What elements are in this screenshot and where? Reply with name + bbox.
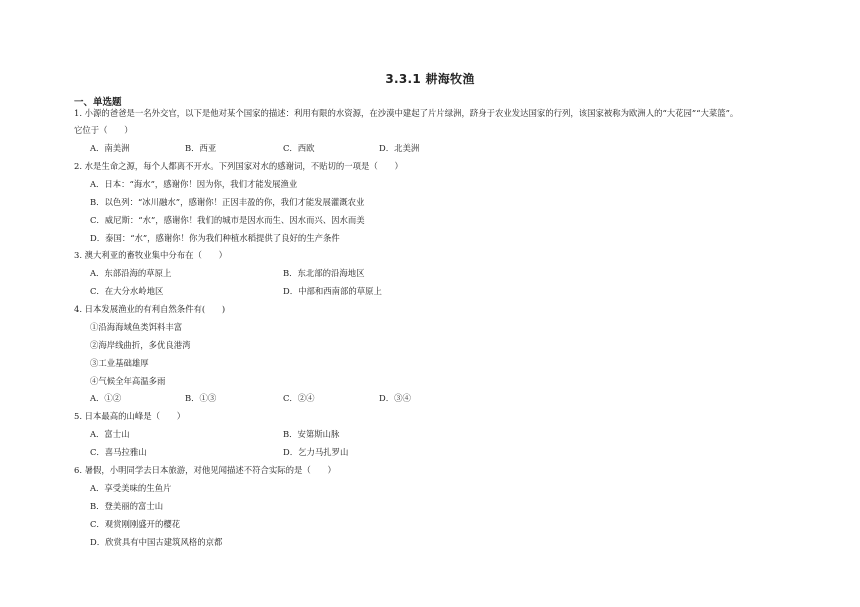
q1-option-a[interactable]: A．南美洲 <box>90 143 130 153</box>
q6-option-d[interactable]: D．欣赏具有中国古建筑风格的京都 <box>90 537 223 547</box>
q4-item-1: ①沿海海域鱼类饵料丰富 <box>90 322 183 332</box>
q2-option-c[interactable]: C．威尼斯：“水”，感谢你！我们的城市是因水而生、因水而兴、因水而美 <box>90 215 365 225</box>
q4-option-a[interactable]: A．①② <box>90 393 122 403</box>
q6-option-b[interactable]: B．登美丽的富士山 <box>90 501 164 511</box>
q6-option-a[interactable]: A．享受美味的生鱼片 <box>90 483 172 493</box>
question-1-stem-cont: 它位于（ ） <box>74 125 133 135</box>
question-6-stem: 6. 暑假，小明同学去日本旅游，对他见闻描述不符合实际的是（ ） <box>74 465 336 475</box>
q5-option-a[interactable]: A．富士山 <box>90 429 130 439</box>
question-2-stem: 2. 水是生命之源，每个人都离不开水。下列国家对水的感谢词，不贴切的一项是（ ） <box>74 161 403 171</box>
question-5-stem: 5. 日本最高的山峰是（ ） <box>74 411 186 421</box>
q4-option-b[interactable]: B．①③ <box>185 393 217 403</box>
question-4-stem: 4. 日本发展渔业的有利自然条件有( ) <box>74 304 226 314</box>
q2-option-a[interactable]: A．日本：“海水”，感谢你！因为你，我们才能发展渔业 <box>90 179 298 189</box>
q4-item-3: ③工业基础雄厚 <box>90 358 149 368</box>
q5-option-c[interactable]: C．喜马拉雅山 <box>90 447 147 457</box>
question-3-stem: 3. 澳大利亚的畜牧业集中分布在（ ） <box>74 250 228 260</box>
q4-item-4: ④气候全年高温多雨 <box>90 376 166 386</box>
q5-option-d[interactable]: D．乞力马扎罗山 <box>283 447 349 457</box>
question-1-stem: 1. 小源的爸爸是一名外交官，以下是他对某个国家的描述：利用有限的水资源，在沙漠中建起了片片绿洲，跻身于农业发达国家的行列，该国家被称为欧洲人的“大花园”“大菜篮”。 <box>74 108 739 118</box>
q1-option-d[interactable]: D．北美洲 <box>379 143 420 153</box>
q2-option-d[interactable]: D．泰国：“水”，感谢你！你为我们种植水稻提供了良好的生产条件 <box>90 233 340 243</box>
q4-option-c[interactable]: C．②④ <box>283 393 315 403</box>
q4-item-2: ②海岸线曲折，多优良港湾 <box>90 340 191 350</box>
q6-option-c[interactable]: C．观赏刚刚盛开的樱花 <box>90 519 181 529</box>
q3-option-d[interactable]: D．中部和西南部的草原上 <box>283 286 382 296</box>
q2-option-b[interactable]: B．以色列：“冰川融水”，感谢你！正因丰盈的你，我们才能发展灌溉农业 <box>90 197 365 207</box>
q5-option-b[interactable]: B．安第斯山脉 <box>283 429 340 439</box>
q3-option-c[interactable]: C．在大分水岭地区 <box>90 286 164 296</box>
q4-option-d[interactable]: D．③④ <box>379 393 411 403</box>
section-heading: 一、单选题 <box>74 97 122 108</box>
q3-option-b[interactable]: B．东北部的沿海地区 <box>283 268 365 278</box>
q1-option-c[interactable]: C．西欧 <box>283 143 315 153</box>
page-title: 3.3.1 耕海牧渔 <box>385 72 475 86</box>
q1-option-b[interactable]: B．西亚 <box>185 143 217 153</box>
q3-option-a[interactable]: A．东部沿海的草原上 <box>90 268 172 278</box>
